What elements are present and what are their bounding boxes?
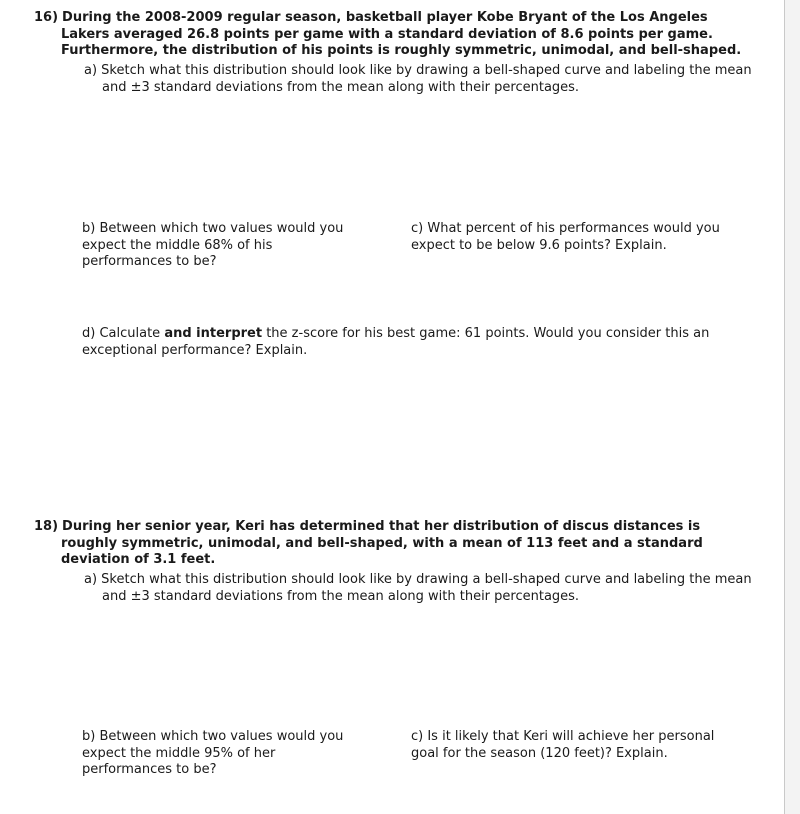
q16-number: 16) <box>34 10 59 25</box>
q18-stem-text: During her senior year, Keri has determined that her distribution of discus distances is roughly symmetric, unimodal, and bell-shaped, with a mean of 113 feet and a standard deviation of 3.1 feet. <box>61 519 703 567</box>
q16-part-a: a) Sketch what this distribution should look like by drawing a bell-shaped curve and labeling the mean and ±3 standard deviations from the mean along with their percentages. <box>84 63 752 95</box>
q18-part-b: b) Between which two values would you expect the middle 95% of her performances to be? <box>82 729 344 777</box>
q16-part-d-text-2: the z-score for his best game: 61 points. Would you consider this an exceptional performance? Explain. <box>82 326 710 358</box>
q16-stem-text: During the 2008-2009 regular season, basketball player Kobe Bryant of the Los Angeles Lakers averaged 26.8 points per game with a standard deviation of 8.6 points per game. Furthermore, the distribution of his points is roughly symmetric, unimodal, and bell-shaped. <box>61 10 742 58</box>
window-gutter <box>785 0 800 814</box>
q16-part-d-bold: and interpret <box>164 326 263 341</box>
q18-part-a: a) Sketch what this distribution should look like by drawing a bell-shaped curve and labeling the mean and ±3 standard deviations from the mean along with their percentages. <box>84 572 752 604</box>
q18-part-c: c) Is it likely that Keri will achieve her personal goal for the season (120 feet)? Explain. <box>411 729 715 761</box>
q16-stem <box>34 10 751 60</box>
q16-part-b: b) Between which two values would you expect the middle 68% of his performances to be? <box>82 221 344 269</box>
q16-part-d-text-1: d) Calculate <box>82 326 165 341</box>
q16-part-d <box>82 326 747 359</box>
q18-number: 18) <box>34 519 59 534</box>
q18-stem <box>34 519 751 569</box>
q16-part-c: c) What percent of his performances would you expect to be below 9.6 points? Explain. <box>411 221 720 253</box>
